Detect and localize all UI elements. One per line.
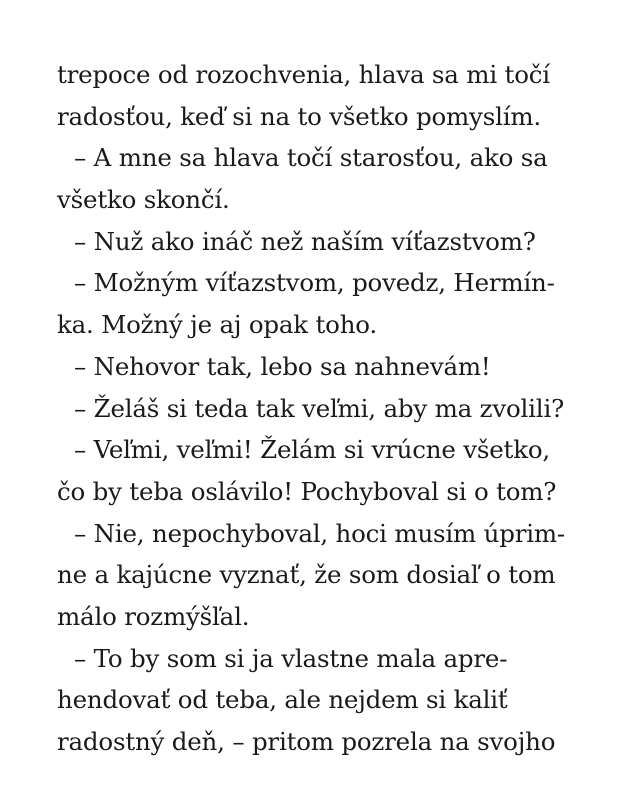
book-page-text — [57, 54, 597, 763]
text-line-10: – Veľmi, veľmi! Želám si vrúcne všetko, — [74, 435, 550, 465]
text-line-2: radosťou, keď si na to všetko pomyslím. — [57, 101, 541, 131]
text-line-3: – A mne sa hlava točí starosťou, ako sa — [74, 143, 548, 173]
text-line-9: – Želáš si teda tak veľmi, aby ma zvolili? — [74, 393, 565, 423]
text-line-11: čo by teba oslávilo! Pochyboval si o tom? — [57, 476, 557, 506]
text-line-15: – To by som si ja vlastne mala apre- — [74, 643, 508, 673]
text-line-6: – Možným víťazstvom, povedz, Hermín- — [74, 268, 555, 298]
text-line-7: ka. Možný je aj opak toho. — [57, 310, 378, 340]
text-line-1: trepoce od rozochvenia, hlava sa mi točí — [57, 60, 550, 89]
text-line-12: – Nie, nepochyboval, hoci musím úprim- — [74, 518, 565, 548]
text-line-14: málo rozmýšľal. — [57, 601, 250, 631]
text-line-5: – Nuž ako ináč než naším víťazstvom? — [74, 226, 536, 256]
text-line-8: – Nehovor tak, lebo sa nahnevám! — [74, 351, 491, 381]
text-line-17: radostný deň, – pritom pozrela na svojho — [57, 727, 556, 756]
text-line-4: všetko skončí. — [57, 185, 230, 215]
text-line-16: hendovať od teba, ale nejdem si kaliť — [57, 685, 508, 715]
text-line-13: ne a kajúcne vyznať, že som dosiaľ o tom — [57, 560, 556, 590]
